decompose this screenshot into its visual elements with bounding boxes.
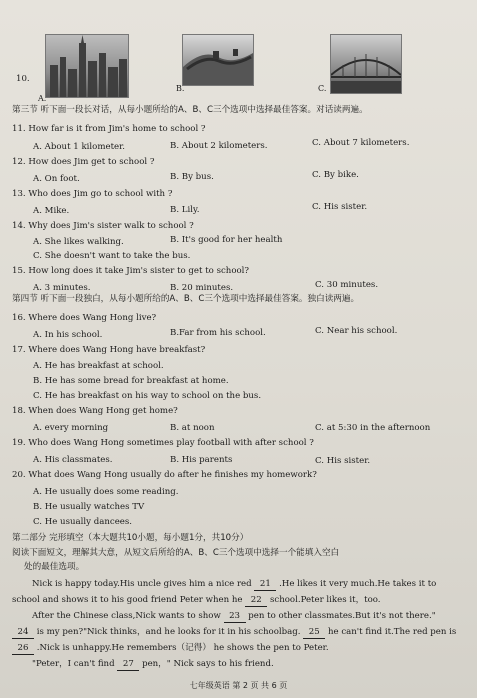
question-16: 16. Where does Wang Hong live?	[12, 313, 157, 323]
cloze-text: .He likes it very much.He takes it to	[279, 579, 437, 589]
q19-option-c: C. His sister.	[315, 456, 371, 466]
cloze-text: After the Chinese class,Nick wants to show	[32, 611, 221, 621]
cloze-line-1	[32, 579, 436, 591]
question-20: 20. What does Wang Hong usually do after he finishes my homework?	[12, 470, 317, 480]
q15-option-b: B. 20 minutes.	[170, 283, 234, 293]
q15-option-a: A. 3 minutes.	[33, 283, 91, 293]
q17-option-c: C. He has breakfast on his way to school on the bus.	[33, 391, 262, 401]
part2-heading: 第二部分 完形填空（本大题共10小题，每小题1分，共10分）	[12, 533, 249, 543]
blank-21: 21	[254, 579, 276, 591]
q17-option-b: B. He has some bread for breakfast at home.	[33, 376, 229, 386]
part2-instruction-2: 处的最佳选项。	[24, 562, 85, 572]
q18-option-c: C. at 5:30 in the afternoon	[315, 423, 431, 433]
question-11: 11. How far is it from Jim's home to school ?	[12, 124, 206, 134]
question-14: 14. Why does Jim's sister walk to school ?	[12, 221, 194, 231]
question-15: 15. How long does it take Jim's sister to get to school?	[12, 266, 250, 276]
question-19: 19. Who does Wang Hong sometimes play football with after school ?	[12, 438, 314, 448]
q13-option-c: C. His sister.	[312, 202, 368, 212]
q13-option-b: B. Lily.	[170, 205, 200, 215]
great-wall-photo	[182, 34, 254, 86]
city-skyline-photo	[45, 34, 129, 98]
question-12: 12. How does Jim get to school ?	[12, 157, 155, 167]
q16-option-a: A. In his school.	[33, 330, 103, 340]
cloze-text: "Peter，I can't find	[32, 659, 115, 669]
q18-option-b: B. at noon	[170, 423, 215, 433]
q17-option-a: A. He has breakfast at school.	[33, 361, 164, 371]
blank-25: 25	[303, 627, 325, 639]
q20-option-c: C. He usually dancees.	[33, 517, 133, 527]
blank-27: 27	[117, 659, 139, 671]
bridge-photo	[330, 34, 402, 94]
page-footer: 七年级英语 第 2 页 共 6 页	[189, 681, 288, 690]
q16-option-b: B.Far from his school.	[170, 328, 266, 338]
q11-option-c: C. About 7 kilometers.	[312, 138, 410, 148]
q10-option-b-label: B.	[176, 84, 185, 93]
q15-option-c: C. 30 minutes.	[315, 280, 379, 290]
q14-option-b: B. It's good for her health	[170, 235, 283, 245]
q14-option-a: A. She likes walking.	[33, 237, 124, 247]
cloze-text: Nick is happy today.His uncle gives him a nice red	[32, 579, 252, 589]
blank-22: 22	[245, 595, 267, 607]
cloze-text: pen to other classmates.But it's not there."	[248, 611, 436, 621]
part2-instruction-1: 阅读下面短文，理解其大意，从短文后所给的A、B、C三个选项中选择一个能填入空白	[12, 548, 340, 558]
q12-option-a: A. On foot.	[33, 174, 80, 184]
q13-option-a: A. Mike.	[33, 206, 70, 216]
blank-26: 26	[12, 643, 34, 655]
blank-23: 23	[224, 611, 246, 623]
cloze-text: pen，" Nick says to his friend.	[142, 659, 274, 669]
blank-24: 24	[12, 627, 34, 639]
cloze-text: is my pen?"Nick thinks，and he looks for it in his schoolbag.	[36, 627, 301, 637]
q14-option-c: C. She doesn't want to take the bus.	[33, 251, 191, 261]
cloze-text: school.Peter likes it，too.	[269, 595, 381, 605]
cloze-text: .Nick is unhappy.He remembers（记得） he shows the pen to Peter.	[36, 643, 329, 653]
q10-number: 10.	[16, 74, 30, 84]
question-17: 17. Where does Wang Hong have breakfast?	[12, 345, 206, 355]
q18-option-a: A. every morning	[33, 423, 109, 433]
cloze-text: school and shows it to his good friend Peter when he	[12, 595, 243, 605]
q12-option-c: C. By bike.	[312, 170, 359, 180]
q20-option-a: A. He usually does some reading.	[33, 487, 179, 497]
q11-option-b: B. About 2 kilometers.	[170, 141, 268, 151]
q16-option-c: C. Near his school.	[315, 326, 398, 336]
cloze-line-6	[32, 659, 274, 671]
cloze-line-4	[12, 627, 456, 639]
q19-option-a: A. His classmates.	[33, 455, 113, 465]
question-13: 13. Who does Jim go to school with ?	[12, 189, 173, 199]
q10-option-c-label: C.	[318, 84, 327, 93]
cloze-line-2	[12, 595, 381, 607]
cloze-line-5	[12, 643, 329, 655]
q20-option-b: B. He usually watches TV	[33, 502, 145, 512]
cloze-line-3	[32, 611, 436, 623]
section4-heading: 第四节 听下面一段独白，从每小题所给的A、B、C三个选项中选择最佳答案。独白读两遍。	[12, 294, 360, 304]
q12-option-b: B. By bus.	[170, 172, 214, 182]
cloze-text: he can't find it.The red pen is	[327, 627, 457, 637]
q10-option-a-label: A.	[38, 94, 47, 103]
q19-option-b: B. His parents	[170, 455, 233, 465]
question-18: 18. When does Wang Hong get home?	[12, 406, 178, 416]
section3-heading: 第三节 听下面一段长对话，从每小题所给的A、B、C三个选项中选择最佳答案。对话读两遍。	[12, 105, 368, 115]
q11-option-a: A. About 1 kilometer.	[33, 142, 126, 152]
